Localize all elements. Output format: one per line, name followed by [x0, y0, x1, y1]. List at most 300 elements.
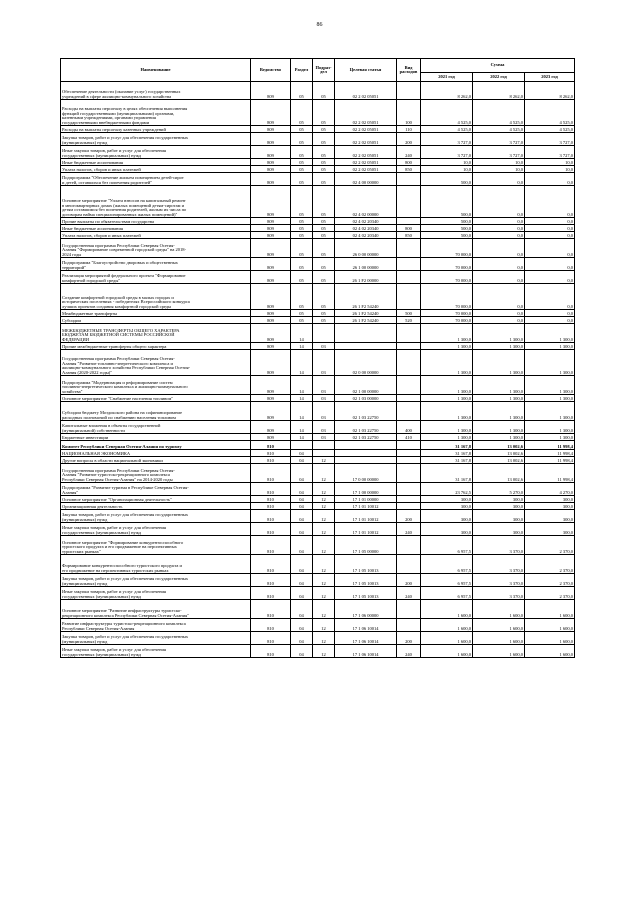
row-target: 02 2 02 05051: [335, 82, 397, 100]
row-section: 05: [291, 317, 313, 324]
row-name: Иные бюджетные ассигнования: [61, 225, 251, 232]
row-section: 05: [291, 232, 313, 239]
row-section: 14: [291, 395, 313, 402]
row-target: 02 4 02 20340: [335, 225, 397, 232]
row-2022: 300,0: [473, 503, 525, 510]
row-ministry: 810: [251, 574, 291, 587]
row-2023: 3 727,0: [525, 133, 575, 146]
row-section: 05: [291, 82, 313, 100]
row-target: 17 1 05 10013: [335, 587, 397, 600]
row-2021: 31 167,8: [421, 464, 473, 483]
row-2022: 300,0: [473, 496, 525, 503]
table-row: [61, 271, 575, 284]
row-2022: 0,0: [473, 284, 525, 310]
row-2023: 3 727,0: [525, 146, 575, 159]
table-row: [61, 457, 575, 464]
row-2021: 31 167,8: [421, 441, 473, 450]
row-2023: 0,0: [525, 232, 575, 239]
row-section: 05: [291, 225, 313, 232]
row-name: Закупка товаров, работ и услуг для обеспечения государственных (муниципальных) нужд: [61, 133, 251, 146]
row-name: Организационная деятельность: [61, 503, 251, 510]
row-target: 02 2 02 05051: [335, 146, 397, 159]
row-section: 05: [291, 239, 313, 258]
row-target: 17 1 06 10014: [335, 619, 397, 632]
row-exp-type: [397, 350, 421, 376]
row-target: 02 1 03 22750: [335, 402, 397, 421]
row-name: Субсидии: [61, 317, 251, 324]
table-row: [61, 159, 575, 166]
row-2022: 13 002,6: [473, 457, 525, 464]
row-ministry: 809: [251, 82, 291, 100]
row-subsection: 05: [313, 258, 335, 271]
row-2022: 3 727,0: [473, 146, 525, 159]
row-ministry: 810: [251, 523, 291, 536]
header-subsection: Подраз- дел: [313, 59, 335, 82]
row-2023: 1 300,0: [525, 376, 575, 395]
row-2023: 0,0: [525, 317, 575, 324]
row-name: Основное мероприятие "Формирование конкурентоспособного туристского продукта и его продвижение на перспективных туристских рынках": [61, 536, 251, 555]
row-section: [291, 441, 313, 450]
row-2022: 0,0: [473, 173, 525, 186]
row-section: 14: [291, 376, 313, 395]
row-exp-type: [397, 173, 421, 186]
row-target: 26 1 F2 54240: [335, 310, 397, 317]
row-target: 02 1 03 00000: [335, 395, 397, 402]
row-2021: 6 957,5: [421, 574, 473, 587]
row-2022: 0,0: [473, 225, 525, 232]
table-row: [61, 496, 575, 503]
row-exp-type: [397, 376, 421, 395]
row-section: 04: [291, 574, 313, 587]
row-2021: 10,0: [421, 159, 473, 166]
row-target: 17 1 01 10012: [335, 510, 397, 523]
row-ministry: 810: [251, 536, 291, 555]
row-exp-type: [397, 464, 421, 483]
row-2022: 1 600,0: [473, 619, 525, 632]
row-2022: 4 525,0: [473, 126, 525, 133]
row-section: 14: [291, 421, 313, 434]
row-subsection: 05: [313, 159, 335, 166]
row-target: 17 1 05 00000: [335, 536, 397, 555]
row-2023: 2 370,0: [525, 574, 575, 587]
row-subsection: 03: [313, 402, 335, 421]
row-name: Подпрограмма "Благоустройство дворовых и общественных территорий": [61, 258, 251, 271]
row-2021: 23 762,5: [421, 483, 473, 496]
row-target: 02 2 02 05051: [335, 166, 397, 173]
row-target: 26 1 F2 00000: [335, 271, 397, 284]
row-ministry: 809: [251, 324, 291, 343]
row-subsection: 12: [313, 555, 335, 574]
row-section: 04: [291, 645, 313, 658]
row-ministry: 810: [251, 450, 291, 457]
row-2022: 1 300,0: [473, 402, 525, 421]
row-2022: 13 002,6: [473, 464, 525, 483]
row-2022: 0,0: [473, 232, 525, 239]
row-exp-type: [397, 343, 421, 350]
row-2022: 5 270,0: [473, 483, 525, 496]
row-exp-type: [397, 536, 421, 555]
row-subsection: 05: [313, 310, 335, 317]
row-name: Закупка товаров, работ и услуг для обеспечения государственных (муниципальных) нужд: [61, 510, 251, 523]
row-exp-type: [397, 82, 421, 100]
table-header: [61, 59, 575, 82]
row-target: 17 1 06 10014: [335, 632, 397, 645]
row-ministry: 809: [251, 421, 291, 434]
table-row: [61, 317, 575, 324]
table-row: [61, 600, 575, 619]
row-section: 14: [291, 343, 313, 350]
row-name: Прочие выплаты по обязательствам государства: [61, 218, 251, 225]
row-ministry: 809: [251, 126, 291, 133]
table-row: [61, 232, 575, 239]
row-section: 04: [291, 510, 313, 523]
row-target: 17 0 00 00000: [335, 464, 397, 483]
row-2022: 3 370,0: [473, 536, 525, 555]
row-section: 05: [291, 271, 313, 284]
row-target: [335, 343, 397, 350]
row-2022: 13 002,6: [473, 450, 525, 457]
row-2021: 500,0: [421, 218, 473, 225]
row-subsection: 05: [313, 317, 335, 324]
row-2022: 0,0: [473, 186, 525, 218]
row-2022: 0,0: [473, 310, 525, 317]
row-2021: 70 000,0: [421, 310, 473, 317]
row-name: Межбюджетные трансферты: [61, 310, 251, 317]
row-2022: 1 300,0: [473, 324, 525, 343]
row-name: Основное мероприятие "Развитие инфраструктуры туристско- рекреационного комплекса Республики Северная Осетия-Алания": [61, 600, 251, 619]
table-row: [61, 619, 575, 632]
row-subsection: [313, 324, 335, 343]
row-section: 05: [291, 218, 313, 225]
row-target: 26 1 F2 54240: [335, 317, 397, 324]
row-name: Уплата налогов, сборов и иных платежей: [61, 232, 251, 239]
row-ministry: 809: [251, 376, 291, 395]
row-2021: 300,0: [421, 510, 473, 523]
table-row: [61, 510, 575, 523]
row-exp-type: 100: [397, 100, 421, 126]
row-2023: 10,0: [525, 159, 575, 166]
row-ministry: 809: [251, 271, 291, 284]
row-exp-type: [397, 555, 421, 574]
row-2021: 1 300,0: [421, 421, 473, 434]
page-number: 86: [316, 22, 323, 28]
row-name: Основное мероприятие "Снабжение населения топливом": [61, 395, 251, 402]
row-2021: 6 957,5: [421, 536, 473, 555]
row-name: Иные закупки товаров, работ и услуг для обеспечения государственных (муниципальных) нужд: [61, 645, 251, 658]
row-2023: 0,0: [525, 271, 575, 284]
row-2021: 10,0: [421, 166, 473, 173]
row-name: Бюджетные инвестиции: [61, 434, 251, 441]
table-row: [61, 166, 575, 173]
row-ministry: 810: [251, 645, 291, 658]
row-name: МЕЖБЮДЖЕТНЫЕ ТРАНСФЕРТЫ ОБЩЕГО ХАРАКТЕРА БЮДЖЕТАМ БЮДЖЕТНОЙ СИСТЕМЫ РОССИЙСКОЙ ФЕДЕРАЦИИ: [61, 324, 251, 343]
table-row: [61, 100, 575, 126]
row-target: [335, 324, 397, 343]
row-ministry: 809: [251, 343, 291, 350]
table-row: [61, 503, 575, 510]
row-ministry: 809: [251, 133, 291, 146]
row-target: 17 1 05 10013: [335, 555, 397, 574]
row-ministry: 810: [251, 600, 291, 619]
row-2022: 3 370,0: [473, 555, 525, 574]
row-section: 14: [291, 402, 313, 421]
row-target: [335, 450, 397, 457]
row-target: 02 2 02 05051: [335, 100, 397, 126]
row-2021: 1 300,0: [421, 402, 473, 421]
row-2023: 8 262,0: [525, 82, 575, 100]
table-row: [61, 395, 575, 402]
row-section: 04: [291, 496, 313, 503]
row-2023: 300,0: [525, 523, 575, 536]
row-exp-type: 500: [397, 310, 421, 317]
header-target: Целевая статья: [335, 59, 397, 82]
row-exp-type: 240: [397, 645, 421, 658]
row-ministry: 809: [251, 225, 291, 232]
row-name: Подпрограмма "Обеспечение жильем помещением детей-сирот и детей, оставшихся без попечения родителей": [61, 173, 251, 186]
row-2021: 1 300,0: [421, 350, 473, 376]
table-row: [61, 343, 575, 350]
row-subsection: 03: [313, 350, 335, 376]
row-section: 04: [291, 503, 313, 510]
row-name: Государственная программа Республики Северная Осетия- Алания "Формирование современной городской среды" на 2018- 2024 годы: [61, 239, 251, 258]
header-ministry: Ведомство: [251, 59, 291, 82]
row-2021: 500,0: [421, 225, 473, 232]
row-name: Субсидии бюджету Моздокского района на софинансирование расходных полномочий по снабжению населения топливом: [61, 402, 251, 421]
row-2023: 1 300,0: [525, 421, 575, 434]
row-2023: 1 300,0: [525, 350, 575, 376]
row-ministry: 809: [251, 100, 291, 126]
row-target: 02 4 02 00000: [335, 186, 397, 218]
row-2022: 300,0: [473, 523, 525, 536]
row-2022: 3 727,0: [473, 133, 525, 146]
row-exp-type: 200: [397, 510, 421, 523]
row-section: 05: [291, 173, 313, 186]
row-subsection: 05: [313, 232, 335, 239]
table-row: [61, 464, 575, 483]
row-subsection: 12: [313, 496, 335, 503]
row-section: 04: [291, 536, 313, 555]
row-name: Основное мероприятие "Уплата взносов на капитальный ремонт в многоквартирных домах (жилых помещений детям-сиротам и детям оставшимся без попечения родителей, жилым их числа по договорам найма специализированных жилых помещений)": [61, 186, 251, 218]
header-section: Раздел: [291, 59, 313, 82]
row-target: [335, 441, 397, 450]
row-2021: 1 600,0: [421, 600, 473, 619]
row-name: НАЦИОНАЛЬНАЯ ЭКОНОМИКА: [61, 450, 251, 457]
table-row: [61, 146, 575, 159]
table-row: [61, 402, 575, 421]
row-name: Капитальные вложения в объекты государственной (муниципальной) собственности: [61, 421, 251, 434]
row-2023: 11 998,4: [525, 464, 575, 483]
row-name: Подпрограмма "Модернизация и реформирование систем топливно-энергетического комплекса и жилищно-коммунального хозяйства": [61, 376, 251, 395]
row-exp-type: [397, 457, 421, 464]
row-2023: 0,0: [525, 258, 575, 271]
row-section: 04: [291, 450, 313, 457]
row-2023: 0,0: [525, 284, 575, 310]
row-section: 04: [291, 457, 313, 464]
row-target: 02 4 02 20340: [335, 232, 397, 239]
row-2022: 8 262,0: [473, 82, 525, 100]
row-subsection: 12: [313, 574, 335, 587]
row-ministry: 809: [251, 166, 291, 173]
row-2023: 1 600,0: [525, 645, 575, 658]
table-row: [61, 284, 575, 310]
row-2022: 10,0: [473, 159, 525, 166]
table-row: [61, 350, 575, 376]
row-2023: 1 600,0: [525, 619, 575, 632]
row-2021: 8 262,0: [421, 82, 473, 100]
row-2021: 1 300,0: [421, 395, 473, 402]
row-ministry: 810: [251, 441, 291, 450]
row-exp-type: 410: [397, 434, 421, 441]
row-ministry: 809: [251, 239, 291, 258]
row-2022: 0,0: [473, 239, 525, 258]
row-ministry: 809: [251, 159, 291, 166]
table-row: [61, 376, 575, 395]
table-row: [61, 310, 575, 317]
row-2021: 1 300,0: [421, 324, 473, 343]
row-2021: 300,0: [421, 503, 473, 510]
row-2022: 4 525,0: [473, 100, 525, 126]
row-2023: 2 370,0: [525, 555, 575, 574]
row-target: 17 1 05 10013: [335, 574, 397, 587]
row-subsection: 05: [313, 186, 335, 218]
row-target: 02 4 00 00000: [335, 173, 397, 186]
header-2023: 2023 год: [525, 73, 575, 82]
row-subsection: 03: [313, 376, 335, 395]
table-row: [61, 645, 575, 658]
table-row: [61, 587, 575, 600]
row-ministry: 809: [251, 173, 291, 186]
row-exp-type: [397, 450, 421, 457]
row-section: 05: [291, 100, 313, 126]
row-ministry: 809: [251, 395, 291, 402]
row-name: Закупка товаров, работ и услуг для обеспечения государственных (муниципальных) нужд: [61, 574, 251, 587]
row-2023: 11 998,4: [525, 457, 575, 464]
table-row: [61, 186, 575, 218]
header-2022: 2022 год: [473, 73, 525, 82]
row-2023: 0,0: [525, 186, 575, 218]
row-subsection: 12: [313, 600, 335, 619]
row-ministry: 810: [251, 496, 291, 503]
row-name: Реализация мероприятий федерального проекта "Формирование комфортной городской среды": [61, 271, 251, 284]
row-2023: 1 300,0: [525, 343, 575, 350]
row-subsection: 05: [313, 239, 335, 258]
row-2021: 500,0: [421, 186, 473, 218]
table-row: [61, 218, 575, 225]
row-section: 05: [291, 133, 313, 146]
row-ministry: 810: [251, 464, 291, 483]
row-subsection: 05: [313, 271, 335, 284]
table-body: [61, 82, 575, 658]
row-subsection: 12: [313, 587, 335, 600]
row-2023: 1 300,0: [525, 395, 575, 402]
row-2021: 300,0: [421, 496, 473, 503]
row-2021: 300,0: [421, 523, 473, 536]
row-subsection: 12: [313, 632, 335, 645]
row-2021: 70 000,0: [421, 317, 473, 324]
row-subsection: 05: [313, 133, 335, 146]
row-2023: 300,0: [525, 510, 575, 523]
row-name: Закупка товаров, работ и услуг для обеспечения государственных (муниципальных) нужд: [61, 632, 251, 645]
row-subsection: 12: [313, 503, 335, 510]
row-2021: 500,0: [421, 232, 473, 239]
row-2022: 1 300,0: [473, 395, 525, 402]
row-ministry: 809: [251, 350, 291, 376]
table-row: [61, 441, 575, 450]
row-section: 04: [291, 619, 313, 632]
row-2021: 500,0: [421, 173, 473, 186]
row-2021: 1 300,0: [421, 376, 473, 395]
row-exp-type: 850: [397, 232, 421, 239]
row-exp-type: [397, 441, 421, 450]
row-subsection: 05: [313, 173, 335, 186]
row-target: 26 1 00 00000: [335, 258, 397, 271]
row-exp-type: 800: [397, 159, 421, 166]
row-2021: 70 000,0: [421, 271, 473, 284]
row-ministry: 809: [251, 232, 291, 239]
row-exp-type: [397, 503, 421, 510]
row-2022: 1 600,0: [473, 645, 525, 658]
row-name: Основное мероприятие "Организационная деятельность": [61, 496, 251, 503]
row-name: Обеспечение деятельности (оказание услуг) государственных учреждений в сфере жилищно-коммунального хозяйства: [61, 82, 251, 100]
row-exp-type: [397, 600, 421, 619]
row-subsection: 05: [313, 218, 335, 225]
row-name: Комитет Республики Северная Осетия-Алания по туризму: [61, 441, 251, 450]
header-exp-type: Вид расходов: [397, 59, 421, 82]
row-section: 05: [291, 186, 313, 218]
row-2022: 1 600,0: [473, 600, 525, 619]
row-2021: 70 000,0: [421, 258, 473, 271]
table-row: [61, 536, 575, 555]
row-section: 04: [291, 587, 313, 600]
row-subsection: 12: [313, 619, 335, 632]
row-exp-type: 200: [397, 574, 421, 587]
row-2022: 300,0: [473, 510, 525, 523]
row-2021: 3 727,0: [421, 133, 473, 146]
row-2023: 0,0: [525, 173, 575, 186]
row-exp-type: [397, 239, 421, 258]
table-row: [61, 239, 575, 258]
row-subsection: 12: [313, 464, 335, 483]
row-section: 05: [291, 258, 313, 271]
row-section: 04: [291, 483, 313, 496]
row-2023: 0,0: [525, 225, 575, 232]
row-target: 17 1 00 00000: [335, 483, 397, 496]
row-target: [335, 457, 397, 464]
row-2023: 1 300,0: [525, 434, 575, 441]
row-name: Уплата налогов, сборов и иных платежей: [61, 166, 251, 173]
row-subsection: [313, 441, 335, 450]
row-2021: 4 525,0: [421, 126, 473, 133]
row-2023: 1 600,0: [525, 632, 575, 645]
table-row: [61, 483, 575, 496]
row-ministry: 809: [251, 402, 291, 421]
row-subsection: 12: [313, 483, 335, 496]
row-subsection: 12: [313, 457, 335, 464]
row-2023: 1 300,0: [525, 402, 575, 421]
row-target: 02 1 03 22750: [335, 421, 397, 434]
row-name: Расходы на выплаты персоналу в целях обеспечения выполнения функций государственными (муниципальными) органами, казенными учреждениями, органами управления государственными внебюджетными фондами: [61, 100, 251, 126]
row-2021: 3 727,0: [421, 146, 473, 159]
row-subsection: 05: [313, 126, 335, 133]
row-subsection: 12: [313, 523, 335, 536]
row-ministry: 809: [251, 186, 291, 218]
row-name: Государственная программа Республики Северная Осетия- Алания "Развитие туристско-рекреационного комплекса Республики Северная Осетия-Алания" на 2014-2020 годы: [61, 464, 251, 483]
row-section: 05: [291, 310, 313, 317]
row-target: 02 4 02 20340: [335, 218, 397, 225]
table-row: [61, 173, 575, 186]
row-exp-type: [397, 324, 421, 343]
row-exp-type: [397, 402, 421, 421]
